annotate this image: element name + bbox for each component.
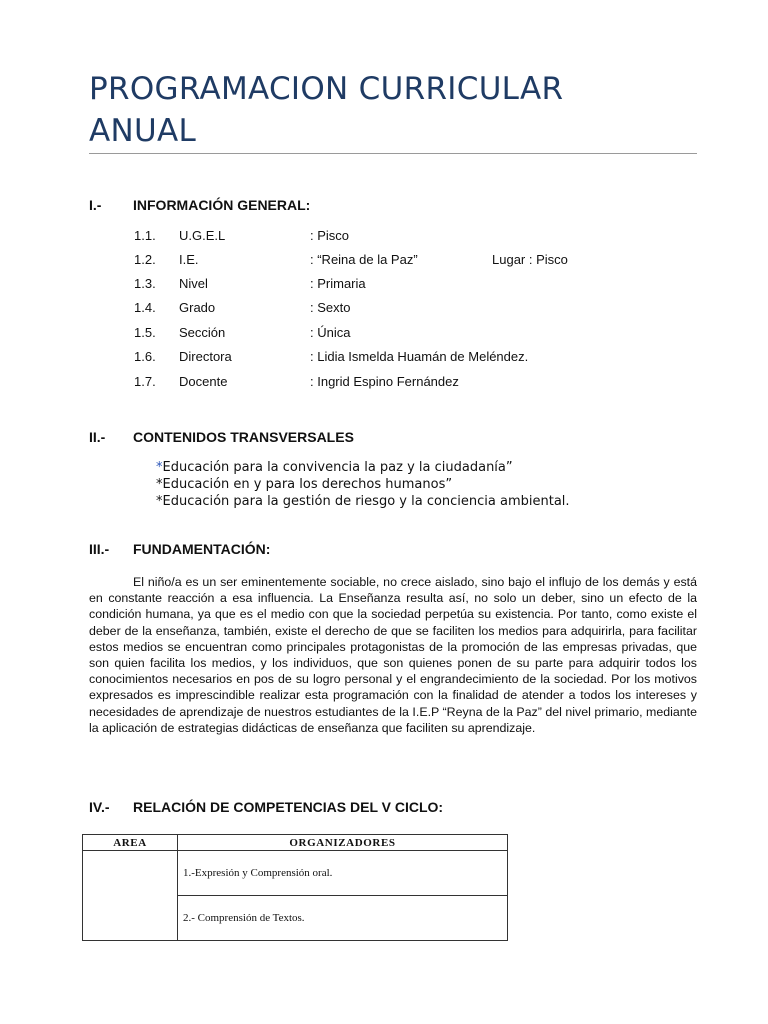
column-header-organizadores: ORGANIZADORES bbox=[178, 835, 508, 851]
info-value: : Primaria bbox=[310, 276, 366, 291]
table-row bbox=[83, 851, 508, 896]
section-number: I.- bbox=[89, 197, 102, 213]
section-number: II.- bbox=[89, 429, 106, 445]
info-value: : Lidia Ismelda Huamán de Meléndez. bbox=[310, 349, 529, 364]
title-divider bbox=[89, 153, 697, 154]
info-label: I.E. bbox=[179, 252, 199, 267]
section-title: INFORMACIÓN GENERAL: bbox=[133, 197, 311, 213]
transversal-text: Educación en y para los derechos humanos” bbox=[162, 477, 453, 492]
transversal-item bbox=[156, 459, 716, 476]
info-label: U.G.E.L bbox=[179, 228, 226, 243]
info-label: Nivel bbox=[179, 276, 208, 291]
info-lugar: Lugar : Pisco bbox=[492, 252, 568, 267]
info-value: : Ingrid Espino Fernández bbox=[310, 374, 459, 389]
page-title: PROGRAMACION CURRICULAR ANUAL bbox=[89, 71, 564, 149]
section-relacion-competencias bbox=[89, 797, 689, 817]
table-header-row bbox=[83, 835, 508, 851]
asterisk-bullet-icon: * bbox=[156, 460, 163, 475]
info-number: 1.5. bbox=[134, 325, 156, 340]
competencias-table bbox=[82, 834, 508, 941]
fundamentacion-paragraph: El niño/a es un ser eminentemente sociable, no crece aislado, sino bajo el influjo de los demás y está en constante reacción a esa influencia. La Enseñanza resulta así, no solo un deber, sino un efecto de la condición humana, ya que es el medio con que la sociedad perpetúa su existencia. Por tanto, como existe el deber de la enseñanza, también, existe el derecho de que se faciliten los medios para adquirirla, para facilitar estos medios se encuentran como principales protagonistas de la promoción de las empresas privadas, que son quien facilita los medios, y los individuos, que son quienes ponen de su parte para adquirir todos los conocimientos necesarios en pos de su logro personal y el engrandecimiento de la sociedad. Por los motivos expresados es imprescindible realizar esta programación con la finalidad de atender a todos los intereses y necesidades de aprendizaje de nuestros estudiantes de la I.E.P “Reyna de la Paz” del nivel primario, mediante la aplicación de estrategias didácticas de enseñanza que faciliten su aprendizaje. bbox=[89, 575, 697, 735]
info-label: Grado bbox=[179, 300, 216, 315]
info-row-grado bbox=[134, 298, 694, 318]
organizador-cell: 1.-Expresión y Comprensión oral. bbox=[178, 851, 508, 896]
info-number: 1.7. bbox=[134, 374, 156, 389]
section-title: RELACIÓN DE COMPETENCIAS DEL V CICLO: bbox=[133, 799, 444, 815]
info-row-ie bbox=[134, 250, 694, 270]
info-value: : Sexto bbox=[310, 300, 351, 315]
organizador-cell: 2.- Comprensión de Textos. bbox=[178, 896, 508, 941]
info-label: Sección bbox=[179, 325, 226, 340]
info-row-ugel bbox=[134, 226, 694, 246]
area-cell bbox=[83, 851, 178, 941]
info-number: 1.3. bbox=[134, 276, 156, 291]
info-row-docente bbox=[134, 372, 694, 392]
info-row-nivel bbox=[134, 274, 694, 294]
column-header-area: AREA bbox=[83, 835, 178, 851]
info-label: Docente bbox=[179, 374, 228, 389]
info-value: : “Reina de la Paz” bbox=[310, 252, 418, 267]
section-title: CONTENIDOS TRANSVERSALES bbox=[133, 429, 354, 445]
section-number: III.- bbox=[89, 541, 110, 557]
transversal-item bbox=[156, 476, 716, 493]
info-value: : Pisco bbox=[310, 228, 350, 243]
asterisk-bullet-icon: * bbox=[156, 494, 163, 509]
info-label: Directora bbox=[179, 349, 232, 364]
info-value: : Única bbox=[310, 325, 351, 340]
section-number: IV.- bbox=[89, 799, 110, 815]
transversal-text: Educación para la convivencia la paz y la ciudadanía” bbox=[162, 460, 513, 475]
info-number: 1.6. bbox=[134, 349, 156, 364]
info-number: 1.1. bbox=[134, 228, 156, 243]
section-informacion-general bbox=[89, 195, 689, 215]
section-title: FUNDAMENTACIÓN: bbox=[133, 541, 271, 557]
info-number: 1.2. bbox=[134, 252, 156, 267]
info-row-directora bbox=[134, 347, 694, 367]
asterisk-bullet-icon: * bbox=[156, 477, 163, 492]
transversal-text: Educación para la gestión de riesgo y la conciencia ambiental. bbox=[162, 494, 570, 509]
info-number: 1.4. bbox=[134, 300, 156, 315]
transversal-list bbox=[156, 459, 716, 510]
section-fundamentacion bbox=[89, 539, 689, 559]
section-contenidos-transversales bbox=[89, 427, 689, 447]
info-row-seccion bbox=[134, 323, 694, 343]
transversal-item bbox=[156, 493, 716, 510]
